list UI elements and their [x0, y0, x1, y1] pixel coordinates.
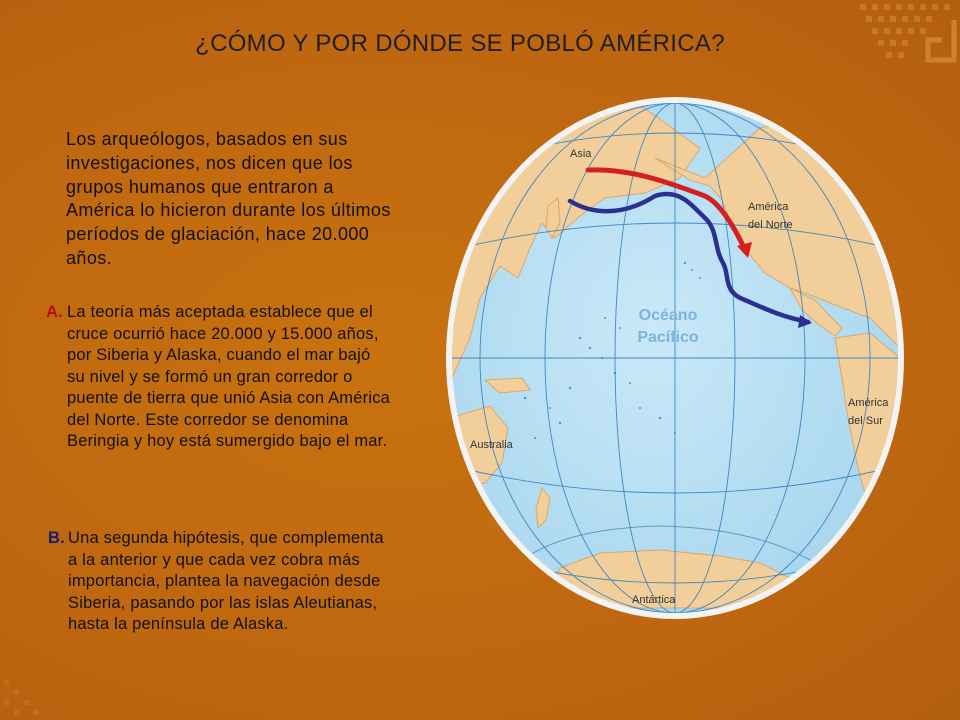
hypothesis-a [46, 302, 396, 502]
hypothesis-a-letter: A. [46, 303, 63, 321]
label-south-america-line2: del Sur [848, 415, 883, 427]
hypothesis-b [48, 528, 398, 658]
slide-title: ¿CÓMO Y POR DÓNDE SE POBLÓ AMÉRICA? [195, 30, 725, 57]
label-north-america-line1: América [748, 201, 789, 213]
label-antarctica: Antártica [632, 594, 676, 606]
pacific-globe-map [430, 88, 920, 628]
hypothesis-b-letter: B. [48, 529, 65, 547]
label-north-america-line2: del Norte [748, 219, 793, 231]
label-pacific-ocean-line2: Pacífico [637, 329, 699, 346]
label-pacific-ocean-line1: Océano [638, 307, 698, 324]
label-asia: Asia [570, 148, 592, 160]
label-south-america-line1: América [848, 397, 889, 409]
hypothesis-a-text: La teoría más aceptada establece que el cruce ocurrió hace 20.000 y 15.000 años, por Siberia y Alaska, cuando el mar bajó su nivel y se formó un gran corredor o puente de tierra que unió Asia con América del Norte. Este corredor se denomina Beringia y hoy está sumergido bajo el mar. [67, 303, 391, 450]
label-australia: Australia [470, 439, 513, 451]
hypothesis-b-text: Una segunda hipótesis, que complementa a la anterior y que cada vez cobra más importancia, plantea la navegación desde Siberia, pasando por las islas Aleutianas, hasta la península de Alaska. [68, 529, 384, 633]
intro-paragraph: Los arqueólogos, basados en sus investigaciones, nos dicen que los grupos humanos que entraron a América lo hicieron durante los últimos períodos de glaciación, hace 20.000 años. [66, 129, 391, 268]
